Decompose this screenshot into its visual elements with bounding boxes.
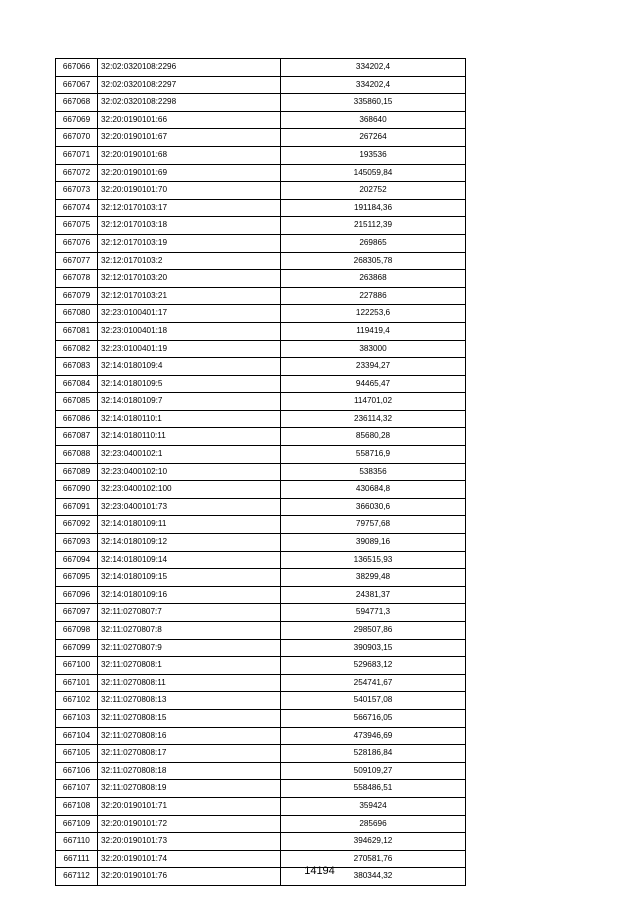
row-id-cell: 667076 [56, 234, 98, 252]
row-id-cell: 667086 [56, 410, 98, 428]
value-cell: 270581,76 [281, 850, 466, 868]
row-id-cell: 667073 [56, 182, 98, 200]
cadastral-number-cell: 32:23:0100401:19 [98, 340, 281, 358]
row-id-cell: 667095 [56, 569, 98, 587]
cadastral-number-cell: 32:14:0180110:1 [98, 410, 281, 428]
cadastral-number-cell: 32:11:0270808:1 [98, 657, 281, 675]
table-row [56, 762, 466, 780]
page-number: 14194 [304, 865, 335, 877]
row-id-cell: 667111 [56, 850, 98, 868]
cadastral-number-cell: 32:12:0170103:21 [98, 287, 281, 305]
row-id-cell: 667079 [56, 287, 98, 305]
row-id-cell: 667101 [56, 674, 98, 692]
table-row [56, 446, 466, 464]
row-id-cell: 667071 [56, 146, 98, 164]
table-row [56, 639, 466, 657]
cadastral-number-cell: 32:20:0190101:67 [98, 129, 281, 147]
table-row [56, 164, 466, 182]
row-id-cell: 667084 [56, 375, 98, 393]
row-id-cell: 667077 [56, 252, 98, 270]
cadastral-number-cell: 32:11:0270807:9 [98, 639, 281, 657]
cadastral-number-cell: 32:12:0170103:20 [98, 270, 281, 288]
value-cell: 94465,47 [281, 375, 466, 393]
value-cell: 202752 [281, 182, 466, 200]
table-row [56, 287, 466, 305]
value-cell: 383000 [281, 340, 466, 358]
cadastral-number-cell: 32:02:0320108:2296 [98, 59, 281, 77]
row-id-cell: 667094 [56, 551, 98, 569]
table-row [56, 797, 466, 815]
table-row [56, 428, 466, 446]
cadastral-number-cell: 32:12:0170103:19 [98, 234, 281, 252]
row-id-cell: 667100 [56, 657, 98, 675]
row-id-cell: 667075 [56, 217, 98, 235]
cadastral-number-cell: 32:14:0180110:11 [98, 428, 281, 446]
cadastral-number-cell: 32:20:0190101:68 [98, 146, 281, 164]
table-row [56, 586, 466, 604]
row-id-cell: 667066 [56, 59, 98, 77]
table-row [56, 463, 466, 481]
table-row [56, 481, 466, 499]
row-id-cell: 667091 [56, 498, 98, 516]
value-cell: 24381,37 [281, 586, 466, 604]
cadastral-number-cell: 32:20:0190101:74 [98, 850, 281, 868]
row-id-cell: 667068 [56, 94, 98, 112]
table-row [56, 709, 466, 727]
table-row [56, 745, 466, 763]
value-cell: 263868 [281, 270, 466, 288]
cadastral-number-cell: 32:11:0270808:16 [98, 727, 281, 745]
cadastral-number-cell: 32:11:0270807:8 [98, 622, 281, 640]
row-id-cell: 667089 [56, 463, 98, 481]
cadastral-number-cell: 32:12:0170103:17 [98, 199, 281, 217]
value-cell: 335860,15 [281, 94, 466, 112]
cadastral-number-cell: 32:20:0190101:69 [98, 164, 281, 182]
row-id-cell: 667106 [56, 762, 98, 780]
value-cell: 136515,93 [281, 551, 466, 569]
cadastral-number-cell: 32:14:0180109:11 [98, 516, 281, 534]
table-row [56, 322, 466, 340]
row-id-cell: 667092 [56, 516, 98, 534]
cadastral-number-cell: 32:02:0320108:2298 [98, 94, 281, 112]
row-id-cell: 667105 [56, 745, 98, 763]
table-row [56, 410, 466, 428]
row-id-cell: 667107 [56, 780, 98, 798]
row-id-cell: 667112 [56, 868, 98, 886]
value-cell: 298507,86 [281, 622, 466, 640]
row-id-cell: 667110 [56, 833, 98, 851]
table-row [56, 111, 466, 129]
row-id-cell: 667087 [56, 428, 98, 446]
cadastral-number-cell: 32:20:0190101:76 [98, 868, 281, 886]
row-id-cell: 667070 [56, 129, 98, 147]
value-cell: 359424 [281, 797, 466, 815]
cadastral-number-cell: 32:11:0270807:7 [98, 604, 281, 622]
row-id-cell: 667102 [56, 692, 98, 710]
cadastral-number-cell: 32:11:0270808:18 [98, 762, 281, 780]
table-row [56, 657, 466, 675]
table-row [56, 692, 466, 710]
value-cell: 39089,16 [281, 534, 466, 552]
value-cell: 122253,6 [281, 305, 466, 323]
value-cell: 473946,69 [281, 727, 466, 745]
cadastral-number-cell: 32:20:0190101:71 [98, 797, 281, 815]
table-row [56, 622, 466, 640]
value-cell: 119419,4 [281, 322, 466, 340]
row-id-cell: 667085 [56, 393, 98, 411]
cadastral-number-cell: 32:23:0400102:10 [98, 463, 281, 481]
records-table [55, 58, 466, 886]
table-row [56, 199, 466, 217]
value-cell: 509109,27 [281, 762, 466, 780]
cadastral-number-cell: 32:11:0270808:15 [98, 709, 281, 727]
value-cell: 191184,36 [281, 199, 466, 217]
cadastral-number-cell: 32:11:0270808:19 [98, 780, 281, 798]
table-row [56, 516, 466, 534]
value-cell: 538356 [281, 463, 466, 481]
cadastral-number-cell: 32:14:0180109:14 [98, 551, 281, 569]
records-table-body [56, 59, 466, 886]
row-id-cell: 667109 [56, 815, 98, 833]
value-cell: 236114,32 [281, 410, 466, 428]
cadastral-number-cell: 32:11:0270808:13 [98, 692, 281, 710]
cadastral-number-cell: 32:14:0180109:12 [98, 534, 281, 552]
table-row [56, 833, 466, 851]
row-id-cell: 667072 [56, 164, 98, 182]
cadastral-number-cell: 32:23:0100401:18 [98, 322, 281, 340]
row-id-cell: 667078 [56, 270, 98, 288]
value-cell: 558716,9 [281, 446, 466, 464]
cadastral-number-cell: 32:14:0180109:4 [98, 358, 281, 376]
value-cell: 430684,8 [281, 481, 466, 499]
value-cell: 215112,39 [281, 217, 466, 235]
table-row [56, 375, 466, 393]
value-cell: 85680,28 [281, 428, 466, 446]
table-row [56, 94, 466, 112]
row-id-cell: 667074 [56, 199, 98, 217]
table-row [56, 604, 466, 622]
table-row [56, 393, 466, 411]
value-cell: 227886 [281, 287, 466, 305]
table-row [56, 217, 466, 235]
table-row [56, 815, 466, 833]
value-cell: 267264 [281, 129, 466, 147]
table-row [56, 498, 466, 516]
cadastral-number-cell: 32:12:0170103:2 [98, 252, 281, 270]
table-row [56, 340, 466, 358]
row-id-cell: 667104 [56, 727, 98, 745]
cadastral-number-cell: 32:14:0180109:16 [98, 586, 281, 604]
cadastral-number-cell: 32:23:0100401:17 [98, 305, 281, 323]
row-id-cell: 667103 [56, 709, 98, 727]
value-cell: 334202,4 [281, 59, 466, 77]
value-cell: 380344,32 [281, 868, 466, 886]
table-row [56, 780, 466, 798]
cadastral-number-cell: 32:20:0190101:72 [98, 815, 281, 833]
value-cell: 540157,08 [281, 692, 466, 710]
cadastral-number-cell: 32:23:0400101:73 [98, 498, 281, 516]
table-row [56, 727, 466, 745]
table-row [56, 569, 466, 587]
cadastral-number-cell: 32:20:0190101:73 [98, 833, 281, 851]
value-cell: 368640 [281, 111, 466, 129]
value-cell: 254741,67 [281, 674, 466, 692]
cadastral-number-cell: 32:14:0180109:5 [98, 375, 281, 393]
cadastral-number-cell: 32:14:0180109:7 [98, 393, 281, 411]
value-cell: 558486,51 [281, 780, 466, 798]
row-id-cell: 667108 [56, 797, 98, 815]
value-cell: 529683,12 [281, 657, 466, 675]
row-id-cell: 667093 [56, 534, 98, 552]
table-row [56, 129, 466, 147]
value-cell: 366030,6 [281, 498, 466, 516]
cadastral-number-cell: 32:23:0400102:1 [98, 446, 281, 464]
table-row [56, 358, 466, 376]
row-id-cell: 667080 [56, 305, 98, 323]
row-id-cell: 667088 [56, 446, 98, 464]
value-cell: 114701,02 [281, 393, 466, 411]
table-row [56, 534, 466, 552]
table-row [56, 182, 466, 200]
table-row [56, 252, 466, 270]
table-row [56, 146, 466, 164]
table-row [56, 305, 466, 323]
cadastral-number-cell: 32:14:0180109:15 [98, 569, 281, 587]
value-cell: 528186,84 [281, 745, 466, 763]
value-cell: 193536 [281, 146, 466, 164]
value-cell: 145059,84 [281, 164, 466, 182]
row-id-cell: 667097 [56, 604, 98, 622]
value-cell: 79757,68 [281, 516, 466, 534]
table-row [56, 674, 466, 692]
row-id-cell: 667083 [56, 358, 98, 376]
row-id-cell: 667082 [56, 340, 98, 358]
value-cell: 566716,05 [281, 709, 466, 727]
value-cell: 269865 [281, 234, 466, 252]
value-cell: 394629,12 [281, 833, 466, 851]
cadastral-number-cell: 32:02:0320108:2297 [98, 76, 281, 94]
cadastral-number-cell: 32:20:0190101:66 [98, 111, 281, 129]
value-cell: 594771,3 [281, 604, 466, 622]
value-cell: 334202,4 [281, 76, 466, 94]
row-id-cell: 667090 [56, 481, 98, 499]
value-cell: 390903,15 [281, 639, 466, 657]
value-cell: 23394,27 [281, 358, 466, 376]
row-id-cell: 667067 [56, 76, 98, 94]
cadastral-number-cell: 32:20:0190101:70 [98, 182, 281, 200]
row-id-cell: 667096 [56, 586, 98, 604]
table-row [56, 76, 466, 94]
row-id-cell: 667069 [56, 111, 98, 129]
value-cell: 38299,48 [281, 569, 466, 587]
table-row [56, 551, 466, 569]
row-id-cell: 667081 [56, 322, 98, 340]
row-id-cell: 667099 [56, 639, 98, 657]
value-cell: 268305,78 [281, 252, 466, 270]
table-row [56, 270, 466, 288]
cadastral-number-cell: 32:11:0270808:11 [98, 674, 281, 692]
table-row [56, 59, 466, 77]
table-row [56, 234, 466, 252]
cadastral-number-cell: 32:12:0170103:18 [98, 217, 281, 235]
cadastral-number-cell: 32:11:0270808:17 [98, 745, 281, 763]
row-id-cell: 667098 [56, 622, 98, 640]
cadastral-number-cell: 32:23:0400102:100 [98, 481, 281, 499]
value-cell: 285696 [281, 815, 466, 833]
